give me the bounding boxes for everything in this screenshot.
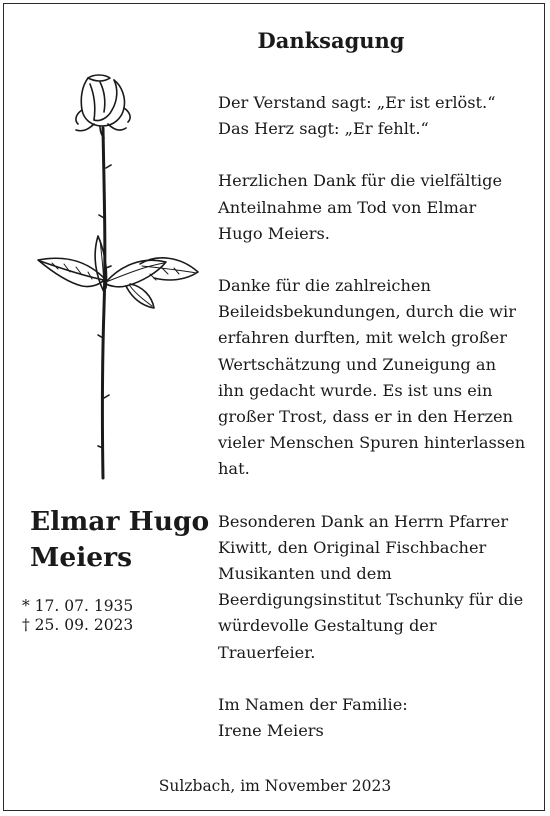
text-line: Wertschätzung und Zuneigung an xyxy=(218,354,496,374)
place-date-footer: Sulzbach, im November 2023 xyxy=(158,777,392,795)
text-line: Anteilnahme am Tod von Elmar xyxy=(218,197,477,217)
text-line: ihn gedacht wurde. Es ist uns ein xyxy=(218,380,493,400)
text-line: Besonderen Dank an Herrn Pfarrer xyxy=(218,511,509,531)
text-line: vieler Menschen Spuren hinterlassen xyxy=(218,433,526,453)
paragraph-quote xyxy=(218,90,538,142)
rose-icon xyxy=(30,68,205,488)
deceased-name-line2: Meiers xyxy=(30,542,133,573)
life-dates xyxy=(22,597,133,635)
death-date: † 25. 09. 2023 xyxy=(22,616,134,634)
text-line: großer Trost, dass er in den Herzen xyxy=(218,407,513,427)
text-line: Kiwitt, den Original Fischbacher xyxy=(218,537,487,557)
text-line: Danke für die zahlreichen xyxy=(218,276,431,296)
text-line: Trauerfeier. xyxy=(218,642,316,662)
text-line: Musikanten und dem xyxy=(218,564,392,584)
paragraph-condolences xyxy=(218,273,538,483)
deceased-name-line1: Elmar Hugo xyxy=(30,506,210,537)
notice-text xyxy=(218,90,538,744)
birth-date: * 17. 07. 1935 xyxy=(22,597,134,615)
text-line: Der Verstand sagt: „Er ist erlöst.“ xyxy=(218,93,496,112)
paragraph-thanks xyxy=(218,168,538,247)
deceased-name xyxy=(30,504,209,576)
signature-line: Irene Meiers xyxy=(218,721,324,741)
text-line: Herzlichen Dank für die vielfältige xyxy=(218,171,503,191)
text-line: hat. xyxy=(218,459,250,479)
text-line: Beerdigungsinstitut Tschunky für die xyxy=(218,590,524,610)
signature xyxy=(218,692,538,744)
signature-line: Im Namen der Familie: xyxy=(218,694,408,714)
text-line: Hugo Meiers. xyxy=(218,223,330,243)
text-line: Das Herz sagt: „Er fehlt.“ xyxy=(218,119,429,139)
notice-title: Danksagung xyxy=(257,28,405,53)
paragraph-special-thanks xyxy=(218,509,538,666)
text-line: würdevolle Gestaltung der xyxy=(218,616,437,636)
text-line: Beileidsbekundungen, durch die wir xyxy=(218,302,516,322)
text-line: erfahren durften, mit welch großer xyxy=(218,328,507,348)
